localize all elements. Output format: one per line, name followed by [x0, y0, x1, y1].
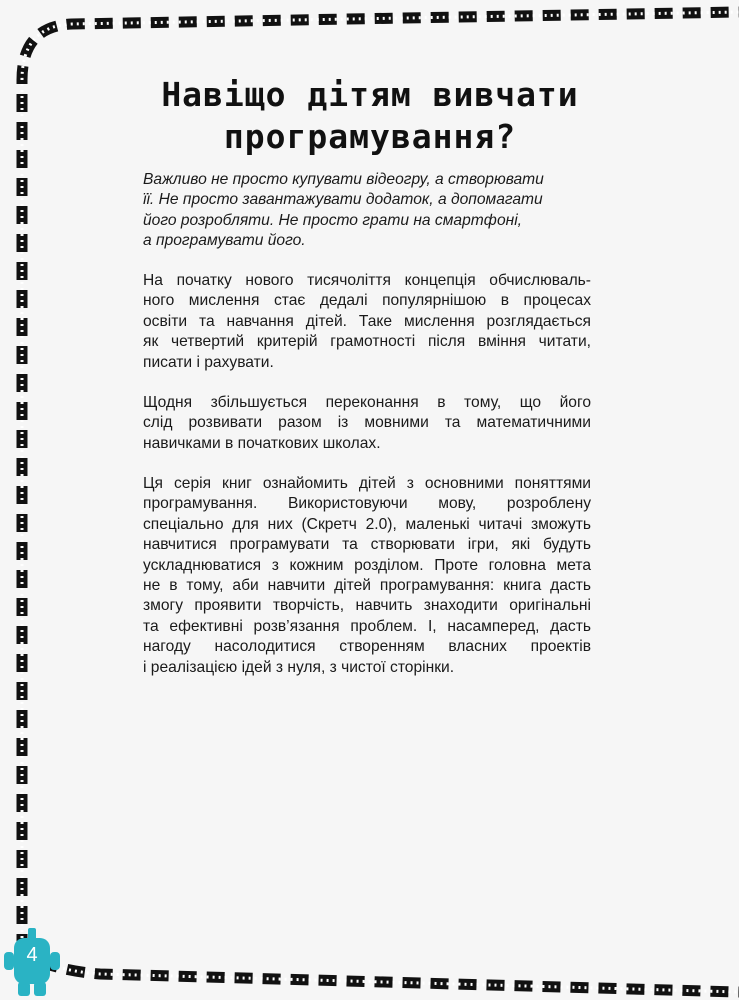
text-line: освіти та навчання дітей. Таке мислення розглядається [143, 312, 591, 330]
title-line: Навіщо дітям вивчати [161, 75, 579, 114]
text-line: програмування. Використовуючи мову, розроблену [143, 495, 591, 513]
text-line: На початку нового тисячоліття концепція обчислюваль- [143, 272, 591, 289]
text-line: ускладнюватися з кожним розділом. Проте головна мета [143, 556, 591, 574]
text-line: слід розвивати разом із мовними та математичними [143, 414, 591, 432]
body-paragraph [143, 474, 591, 678]
text-line: не в тому, аби навчити дітей програмування: книга дасть [143, 577, 591, 595]
title-line: програмування? [223, 117, 517, 156]
body-paragraph [143, 393, 591, 454]
text-line: Ця серія книг ознайомить дітей з основними поняттями [143, 475, 591, 492]
text-line: та ефективні розв’язання проблем. І, насамперед, дасть [143, 617, 591, 635]
text-line: і реалізацією ідей з нуля, з чистої сторінки. [143, 658, 455, 676]
text-line: його розробляти. Не просто грати на смартфоні, [143, 211, 523, 229]
text-line: а програмувати його. [143, 232, 306, 250]
text-line: писати і рахувати. [143, 353, 274, 371]
text-line: навчитися програмувати та створювати ігри, які будуть [143, 536, 591, 554]
text-line: нагоду насолодитися створенням власних проектів [143, 638, 591, 656]
page-number: 4 [26, 944, 38, 966]
text-line: як четвертий критерій грамотності після вміння читати, [143, 333, 591, 351]
text-line: спеціально для них (Скретч 2.0), маленькі читачі зможуть [143, 515, 591, 533]
text-line: її. Не просто завантажувати додаток, а допомагати [143, 191, 543, 209]
body-paragraph [143, 271, 591, 373]
text-line: змогу проявити творчість, навчить знаходити оригінальні [143, 597, 591, 615]
text-line: ного мислення стає дедалі популярнішою в процесах [143, 292, 591, 310]
text-line: Важливо не просто купувати відеогру, а створювати [143, 171, 544, 188]
text-line: Щодня збільшується переконання в тому, що його [143, 394, 591, 411]
intro-paragraph [143, 170, 591, 252]
text-line: навичками в початкових школах. [143, 434, 381, 452]
page-title [150, 74, 590, 158]
